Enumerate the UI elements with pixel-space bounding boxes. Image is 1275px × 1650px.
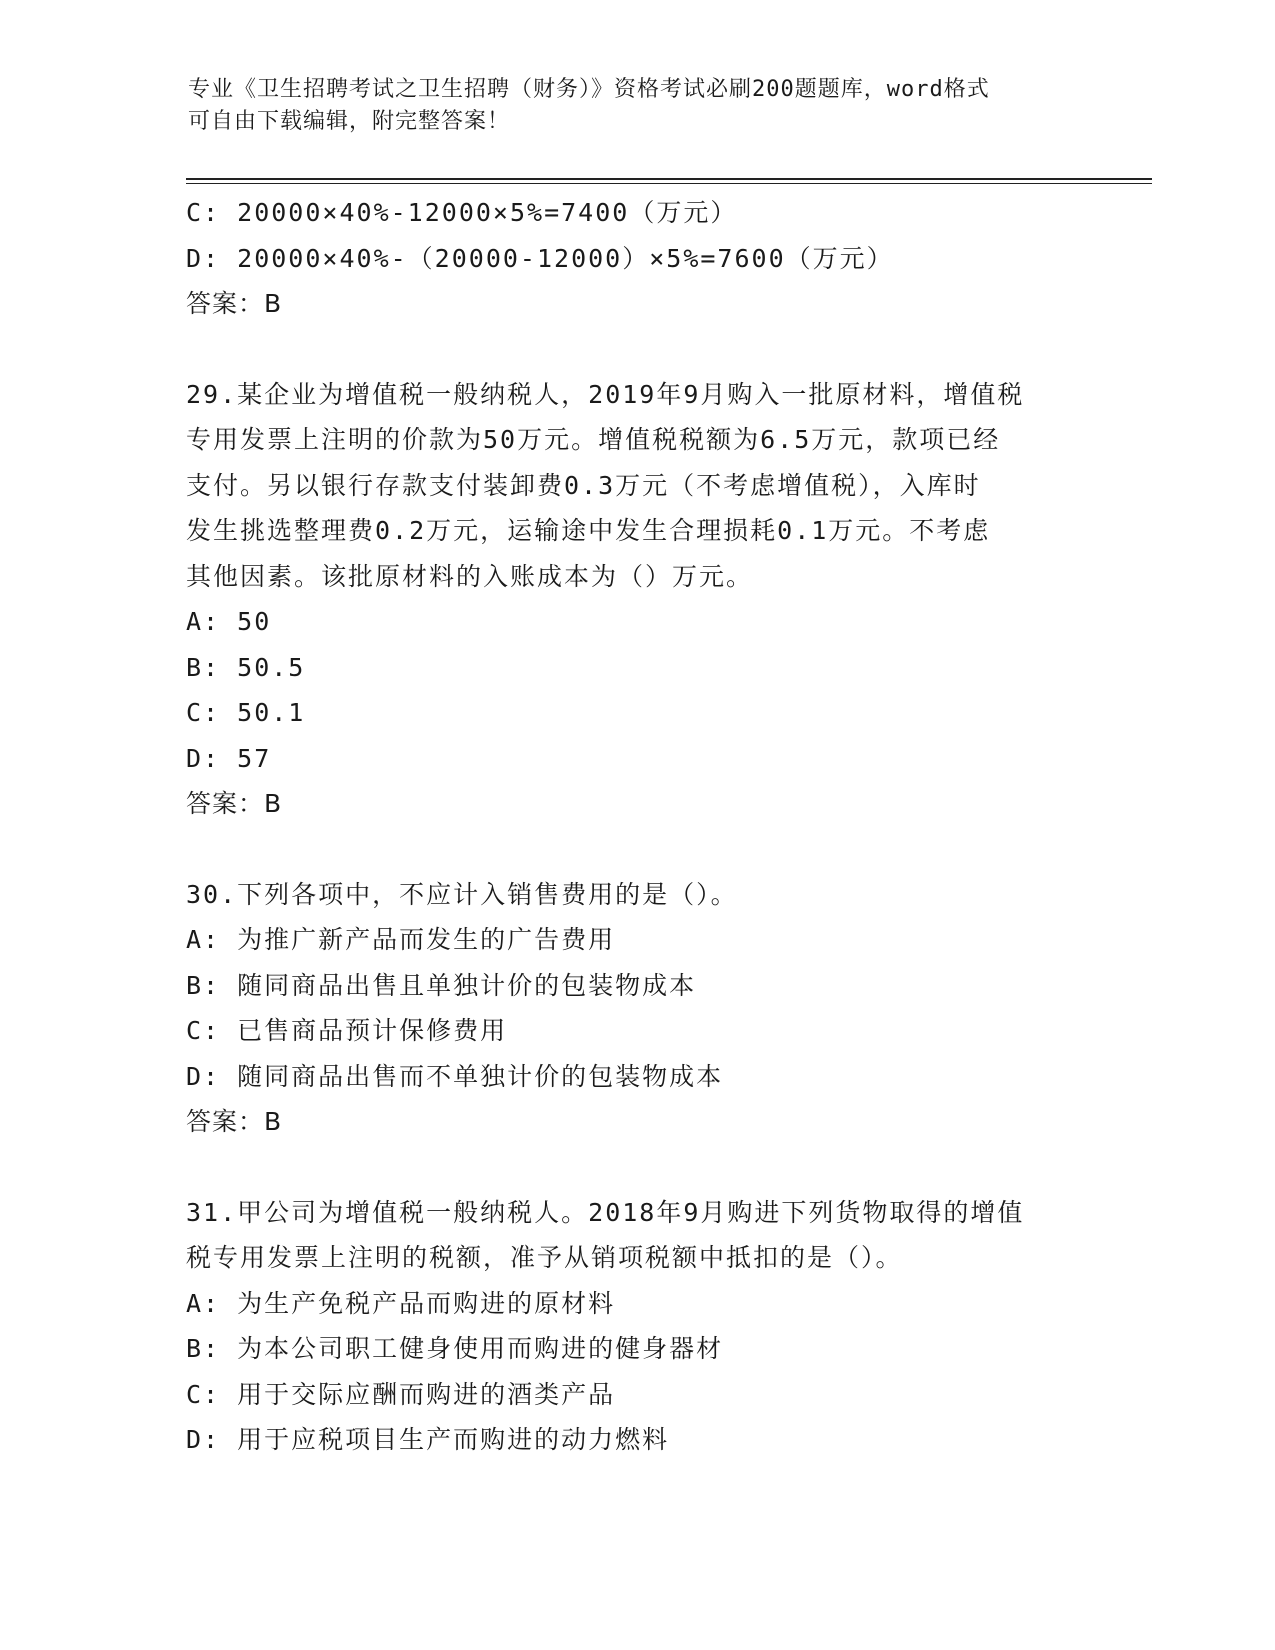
header-line-1: 专业《卫生招聘考试之卫生招聘（财务）》资格考试必刷200题题库，word格式: [188, 77, 990, 102]
document-header: [188, 74, 1088, 138]
answer: 答案：B: [186, 1107, 283, 1136]
question-stem-line: 支付。另以银行存款支付装卸费0.3万元（不考虑增值税），入库时: [186, 470, 981, 500]
header-divider-thin: [186, 183, 1152, 184]
question-stem-line: 31.甲公司为增值税一般纳税人。2018年9月购进下列货物取得的增值: [186, 1197, 1025, 1227]
question-stem-line: 发生挑选整理费0.2万元，运输途中发生合理损耗0.1万元。不考虑: [186, 516, 991, 545]
question-30: [186, 872, 1086, 1145]
option-a: A: 为生产免税产品而购进的原材料: [186, 1288, 616, 1318]
option-c: C: 20000×40%-12000×5%=7400（万元）: [186, 198, 738, 227]
option-d: D: 随同商品出售而不单独计价的包装物成本: [186, 1061, 724, 1091]
option-c: C: 50.1: [186, 698, 306, 727]
option-c: C: 已售商品预计保修费用: [186, 1016, 508, 1045]
option-d: D: 用于应税项目生产而购进的动力燃料: [186, 1425, 670, 1454]
question-stem-line: 30.下列各项中，不应计入销售费用的是（）。: [186, 879, 738, 909]
answer: 答案：B: [186, 289, 283, 318]
option-a: A: 为推广新产品而发生的广告费用: [186, 925, 616, 954]
option-b: B: 随同商品出售且单独计价的包装物成本: [186, 970, 697, 1000]
option-b: B: 50.5: [186, 652, 306, 682]
option-a: A: 50: [186, 607, 272, 636]
option-c: C: 用于交际应酬而购进的酒类产品: [186, 1379, 616, 1409]
question-stem-line: 专用发票上注明的价款为50万元。增值税税额为6.5万元，款项已经: [186, 425, 1001, 454]
option-b: B: 为本公司职工健身使用而购进的健身器材: [186, 1334, 724, 1363]
option-d: D: 20000×40%-（20000-12000）×5%=7600（万元）: [186, 243, 894, 273]
option-d: D: 57: [186, 743, 272, 773]
header-divider-thick: [186, 178, 1152, 180]
question-list: [186, 190, 1086, 1463]
question-31: [186, 1190, 1086, 1463]
question-stem-line: 税专用发票上注明的税额，准予从销项税额中抵扣的是（）。: [186, 1243, 903, 1272]
question-29: [186, 372, 1086, 827]
answer: 答案：B: [186, 789, 283, 818]
header-line-2: 可自由下载编辑，附完整答案！: [188, 109, 511, 134]
question-stem-line: 其他因素。该批原材料的入账成本为（）万元。: [186, 561, 754, 591]
question-stem-line: 29.某企业为增值税一般纳税人，2019年9月购入一批原材料，增值税: [186, 379, 1025, 409]
question-28-tail: [186, 190, 1086, 327]
